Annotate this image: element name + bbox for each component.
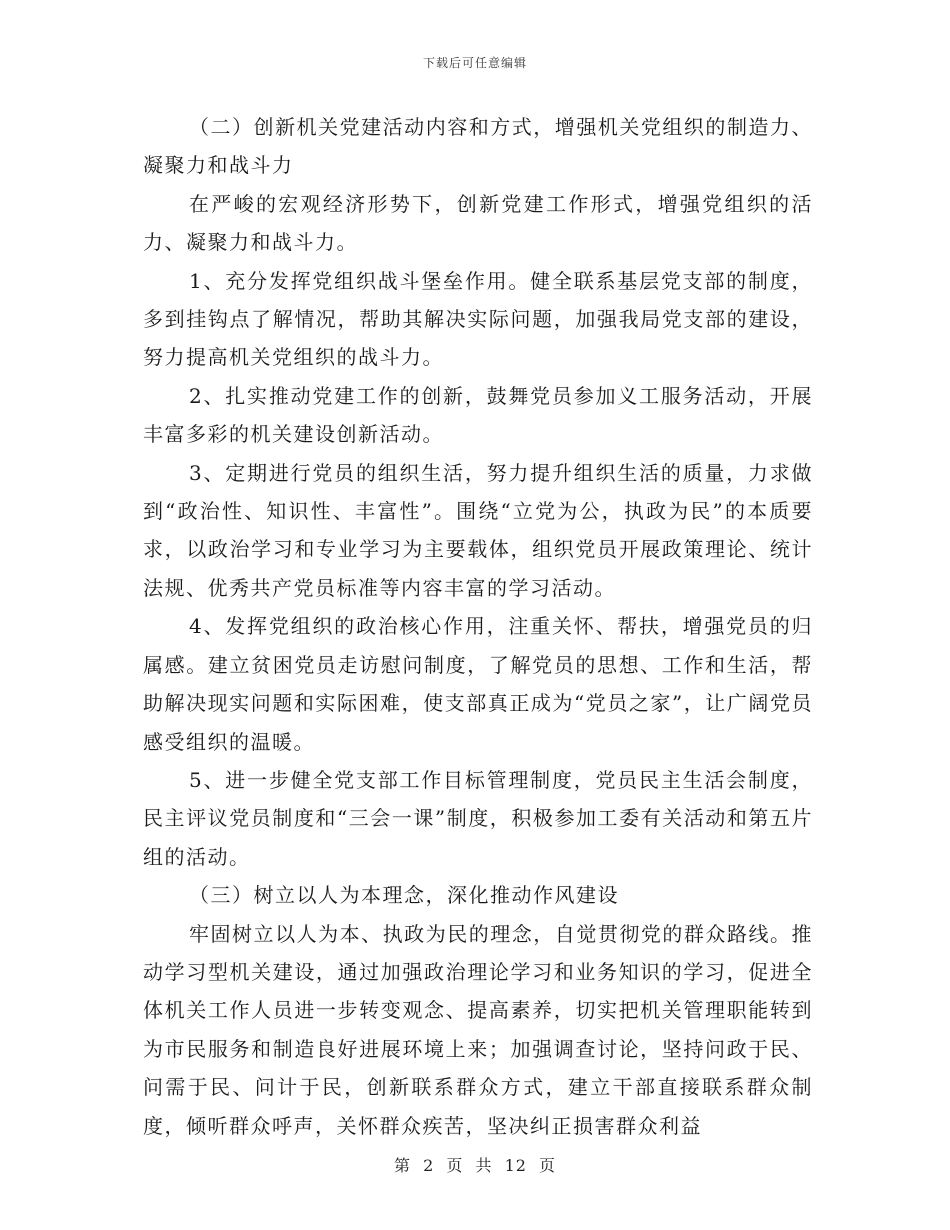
paragraph-item-4: 4、发挥党组织的政治核心作用，注重关怀、帮扶，增强党员的归属感。建立贫困党员走访慰问制度，了解党员的思想、工作和生活，帮助解决现实问题和实际困难，使支部真正成为“党员之家”，让广阔党员感受组织的温暖。 [143, 614, 813, 754]
footer-page-label: 第 [393, 1156, 411, 1175]
paragraph-item-1: 1、充分发挥党组织战斗堡垒作用。健全联系基层党支部的制度，多到挂钩点了解情况，帮助其解决实际问题，加强我局党支部的建设，努力提高机关党组织的战斗力。 [143, 268, 813, 370]
footer-current-page: 2 [423, 1156, 435, 1175]
footer-total-pages: 12 [504, 1156, 527, 1175]
document-body [143, 108, 813, 1145]
paragraph-item-5: 5、进一步健全党支部工作目标管理制度，党员民主生活会制度，民主评议党员制度和“三会一课”制度，积极参加工委有关活动和第五片组的活动。 [143, 767, 813, 869]
paragraph-intro: 在严峻的宏观经济形势下，创新党建工作形式，增强党组织的活力、凝聚力和战斗力。 [143, 191, 813, 255]
page-header-note: 下载后可任意编辑 [422, 56, 527, 70]
paragraph-item-3: 3、定期进行党员的组织生活，努力提升组织生活的质量，力求做到“政治性、知识性、丰富性”。围绕“立党为公，执政为民”的本质要求，以政治学习和专业学习为主要载体，组织党员开展政策理论、统计法规、优秀共产党员标准等内容丰富的学习活动。 [143, 460, 813, 600]
section-heading-3: （三）树立以人为本理念，深化推动作风建设 [189, 883, 619, 908]
paragraph-section-3-body: 牢固树立以人为本、执政为民的理念，自觉贯彻党的群众路线。推动学习型机关建设，通过加强政治理论学习和业务知识的学习，促进全体机关工作人员进一步转变观念、提高素养，切实把机关管理职能转到为市民服务和制造良好进展环境上来；加强调查讨论，坚持问政于民、问需于民、问计于民，创新联系群众方式，建立干部直接联系群众制度，倾听群众呼声，关怀群众疾苦，坚决纠正损害群众利益 [143, 921, 813, 1138]
section-heading-2: （二）创新机关党建活动内容和方式，增强机关党组织的制造力、凝聚力和战斗力 [143, 115, 813, 178]
footer-total-unit: 页 [539, 1156, 557, 1175]
footer-page-unit: 页 [446, 1156, 464, 1175]
page-footer [0, 1153, 950, 1176]
footer-total-label: 共 [475, 1156, 493, 1175]
paragraph-item-2: 2、扎实推动党建工作的创新，鼓舞党员参加义工服务活动，开展丰富多彩的机关建设创新活动。 [143, 383, 813, 447]
